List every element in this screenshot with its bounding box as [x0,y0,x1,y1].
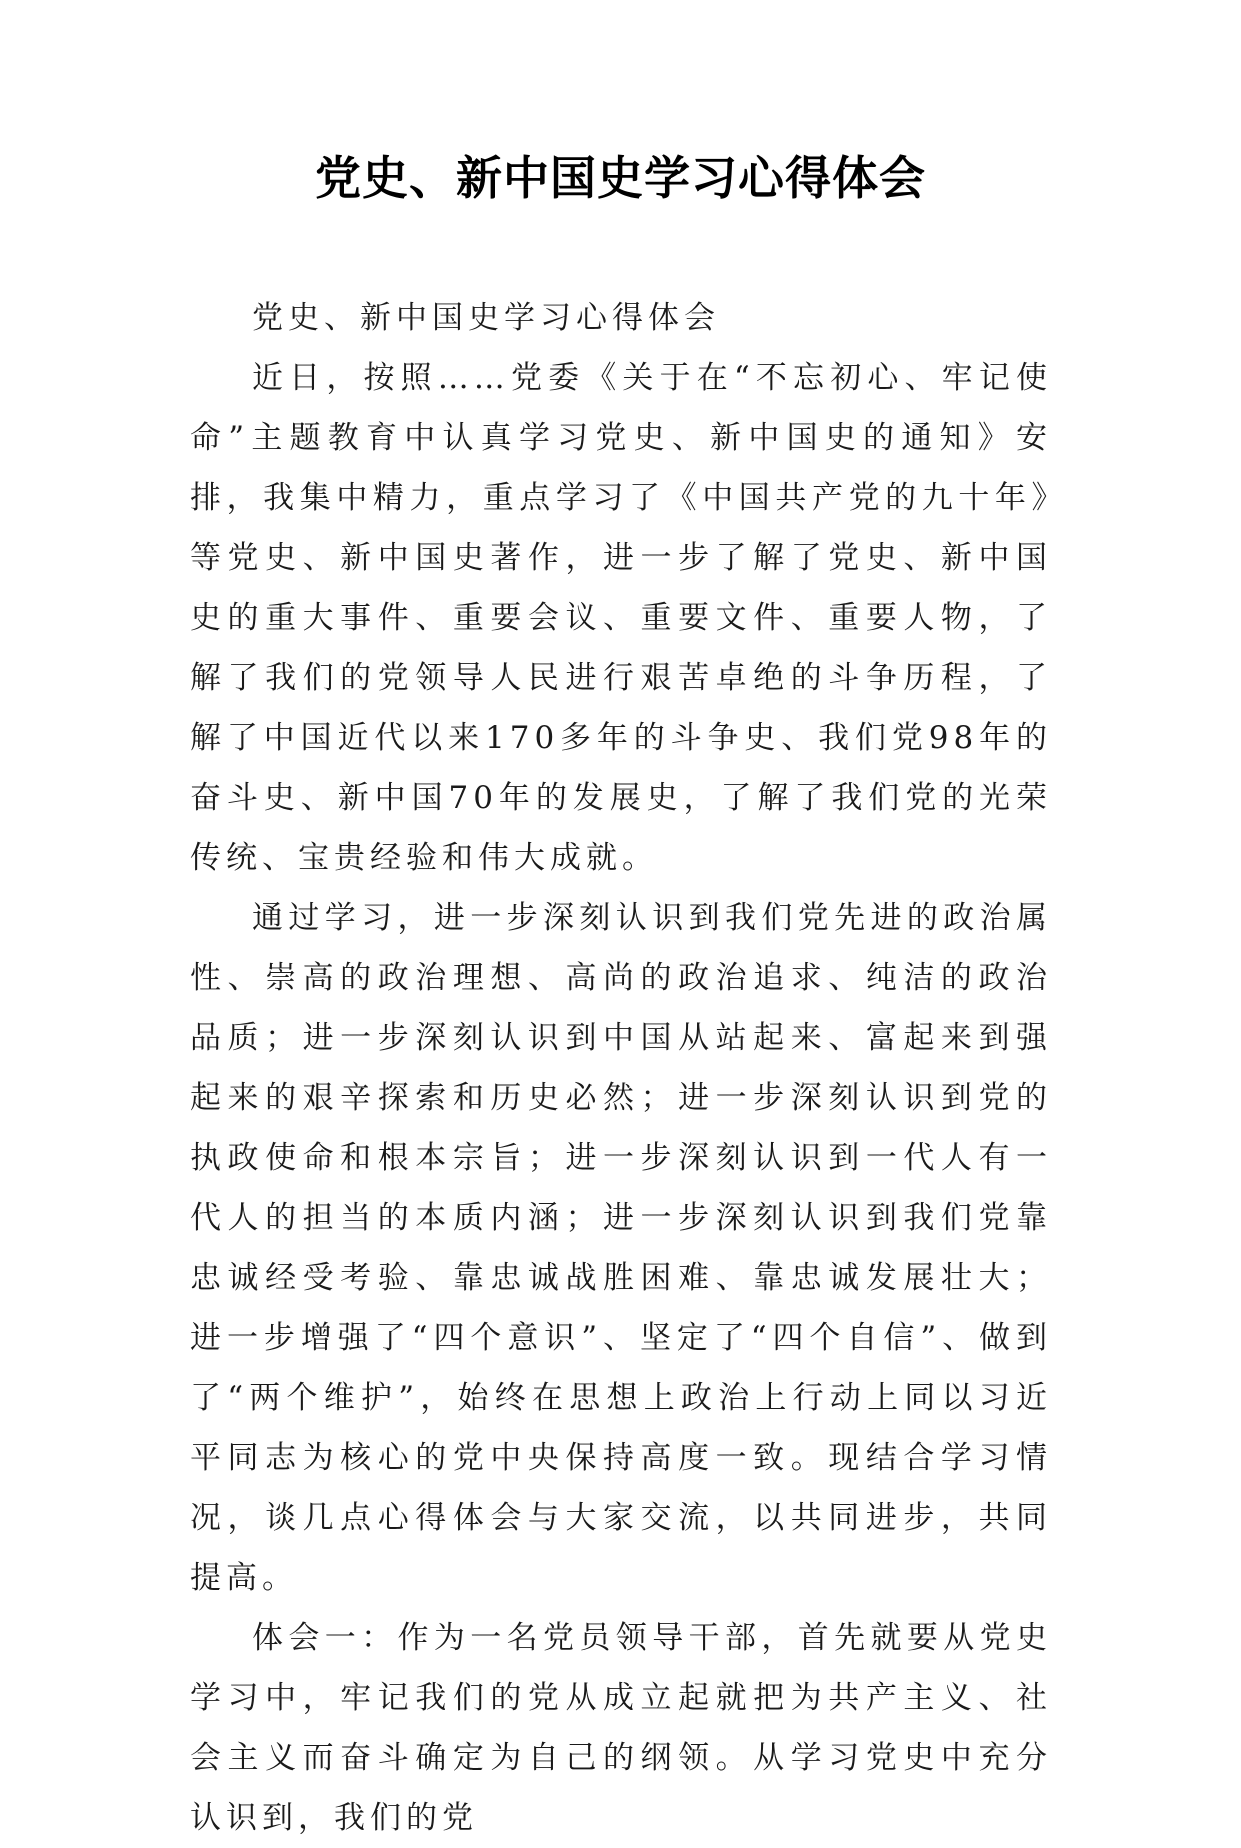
document-body [190,288,1052,1848]
document-title: 党史、新中国史学习心得体会 [315,151,926,205]
paragraph-heading: 党史、新中国史学习心得体会 [252,300,720,336]
paragraph-understanding: 通过学习，进一步深刻认识到我们党先进的政治属性、崇高的政治理想、高尚的政治追求、纯洁的政治品质；进一步深刻认识到中国从站起来、富起来到强起来的艰辛探索和历史必然；进一步深刻认识到党的执政使命和根本宗旨；进一步深刻认识到一代人有一代人的担当的本质内涵；进一步深刻认识到我们党靠忠诚经受考验、靠忠诚战胜困难、靠忠诚发展壮大；进一步增强了“四个意识”、坚定了“四个自信”、做到了“两个维护”，始终在思想上政治上行动上同以习近平同志为核心的党中央保持高度一致。现结合学习情况，谈几点心得体会与大家交流，以共同进步，共同提高。 [190,900,1052,1596]
paragraph-reflection-one: 体会一：作为一名党员领导干部，首先就要从党史学习中，牢记我们的党从成立起就把为共产主义、社会主义而奋斗确定为自己的纲领。从学习党史中充分认识到，我们的党 [190,1620,1052,1836]
paragraph-intro: 近日，按照……党委《关于在“不忘初心、牢记使命”主题教育中认真学习党史、新中国史的通知》安排，我集中精力，重点学习了《中国共产党的九十年》等党史、新中国史著作，进一步了解了党史、新中国史的重大事件、重要会议、重要文件、重要人物，了解了我们的党领导人民进行艰苦卓绝的斗争历程，了解了中国近代以来170多年的斗争史、我们党98年的奋斗史、新中国70年的发展史，了解了我们党的光荣传统、宝贵经验和伟大成就。 [190,360,1052,876]
